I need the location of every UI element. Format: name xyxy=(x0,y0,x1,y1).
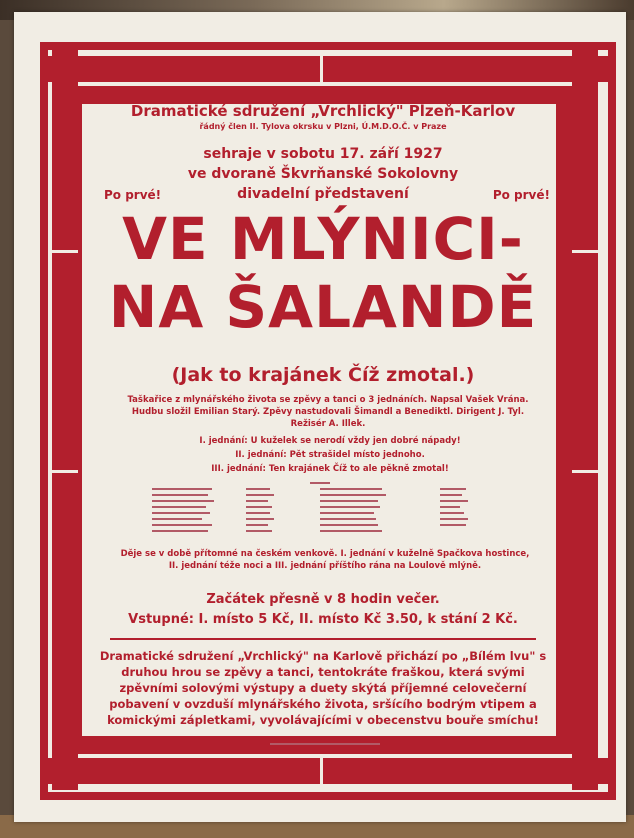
setting-description: Děje se v době přítomné na českém venkově. I. jednání v kuželně Spačkova hostince, II. jednání téže noci a III. jednání příštího rána na Loulově mlýně. xyxy=(120,549,530,571)
first-time-left: Po prvé! xyxy=(104,188,162,202)
performance-date: sehraje v sobotu 17. září 1927 xyxy=(203,146,443,162)
cast-list xyxy=(150,480,510,540)
cast-list-fine-print xyxy=(150,480,510,540)
venue: ve dvoraně Škvrňanské Sokolovny xyxy=(187,166,459,182)
border-gap xyxy=(572,470,598,473)
membership-line: řádný člen II. Tylova okrsku v Plzni, Ú.M.D.O.Č. v Praze xyxy=(199,122,447,131)
first-time-right: Po prvé! xyxy=(492,188,550,202)
play-description: Taškařice z mlynářského života se zpěvy a tanci o 3 jednáních. Napsal Vašek Vrána. Hudbu složil Emilian Starý. Zpěvy nastudovali Šimandl a Benediktl. Dirigent J. Tyl. Režisér A. Illek. xyxy=(127,395,529,429)
act-1: I. jednání: U kuželek se nerodí vždy jen dobré nápady! xyxy=(199,436,461,446)
act-2: II. jednání: Pět strašidel místo jednoho. xyxy=(235,450,425,460)
border-gap xyxy=(572,250,598,253)
poster-content xyxy=(90,96,556,746)
border-gap xyxy=(320,758,323,784)
act-3: III. jednání: Ten krajánek Číž to ale pěkně zmotal! xyxy=(211,464,449,474)
divider xyxy=(110,638,536,640)
border-gap xyxy=(52,250,78,253)
printer-imprint xyxy=(270,742,380,746)
invitation-text: Dramatické sdružení „Vrchlický" na Karlově přichází po „Bílém lvu" s druhou hrou se zpěvy a tanci, tentokráte fraškou, která svými zpěvními solovými výstupy a duety skýtá příjemné celovečerní pobavení v ovzduší mlynářského života, sršícího bodrým vtipem a komickými zápletkami, vyvolávajícími v obecenstvu bouře smíchu! xyxy=(99,649,547,727)
organization-name: Dramatické sdružení „Vrchlický" Plzeň-Karlov xyxy=(130,102,516,120)
border-gap xyxy=(52,470,78,473)
play-subtitle: (Jak to krajánek Číž zmotal.) xyxy=(171,364,475,386)
play-title-line1: VE MLÝNICI- xyxy=(122,205,524,273)
border-gap xyxy=(320,56,323,82)
admission-prices: Vstupné: I. místo 5 Kč, II. místo Kč 3.50, k stání 2 Kč. xyxy=(128,612,518,627)
show-type: divadelní představení xyxy=(237,186,409,202)
start-time: Začátek přesně v 8 hodin večer. xyxy=(206,592,440,607)
play-title-line2: NA ŠALANDĚ xyxy=(108,273,538,341)
